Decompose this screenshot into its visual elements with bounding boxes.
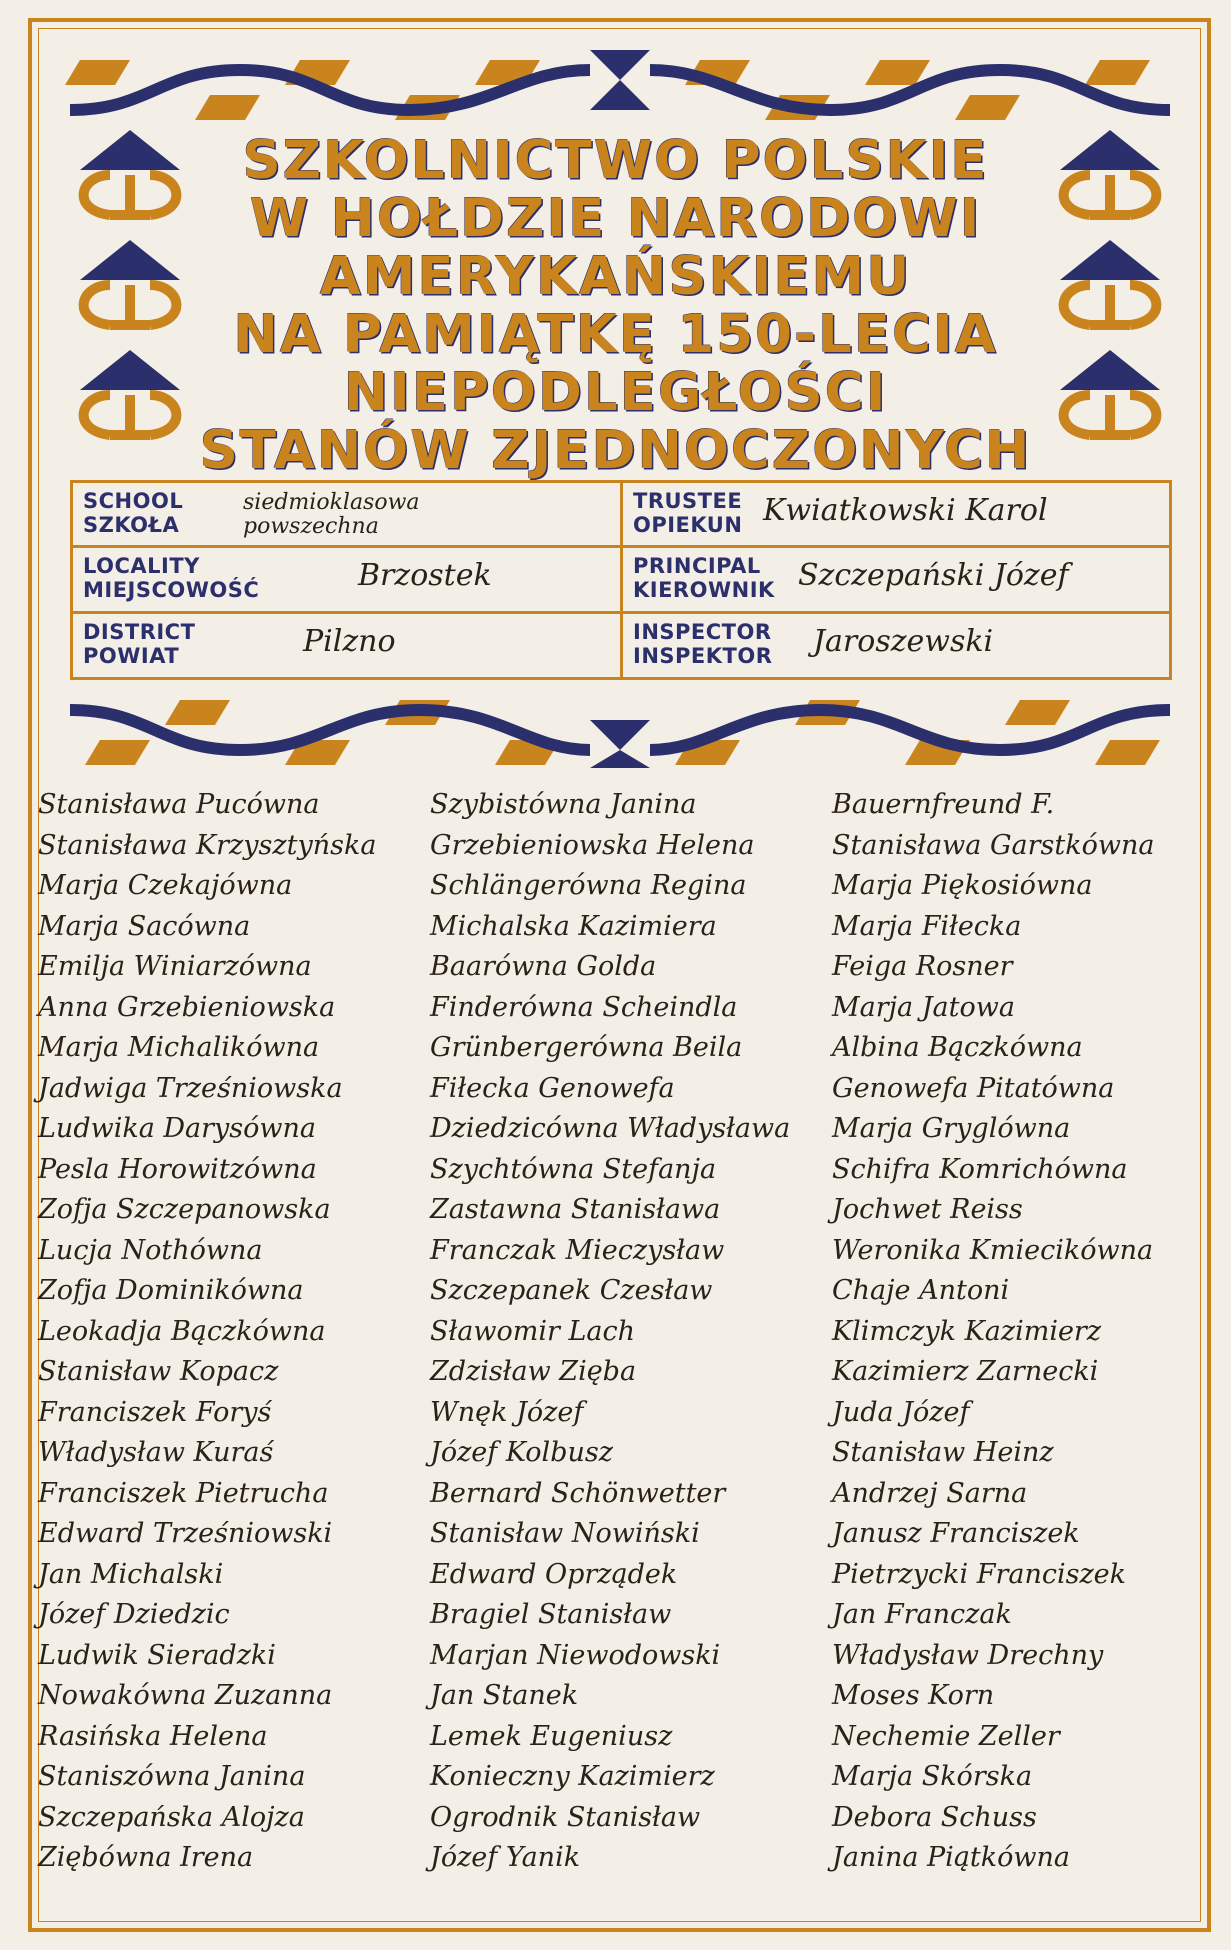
left-side-ornament <box>70 130 210 480</box>
student-name: Weronika Kmiecikówna <box>832 1234 1154 1266</box>
district-label-en: DISTRICT <box>83 620 196 644</box>
student-name: Franczak Mieczysław <box>430 1234 725 1266</box>
student-name: Ziębówna Irena <box>38 1842 254 1873</box>
student-name: Władysław Drechny <box>832 1639 1104 1671</box>
student-name: Stanisława Garstkówna <box>832 829 1155 861</box>
student-name: Klimczyk Kazimierz <box>832 1315 1102 1347</box>
student-name: Jan Franczak <box>832 1599 1012 1630</box>
student-name: Janina Piątkówna <box>832 1842 1070 1873</box>
student-name: Marjan Niewodowski <box>430 1639 721 1671</box>
student-name: Pietrzycki Franciszek <box>832 1558 1127 1590</box>
trustee-value: Kwiatkowski Karol <box>763 493 1048 528</box>
principal-value: Szczepański Józef <box>798 558 1069 593</box>
student-name: Jan Stanek <box>430 1680 579 1711</box>
student-name: Nechemie Zeller <box>832 1720 1060 1752</box>
student-name: Marja Skórska <box>832 1761 1033 1792</box>
student-name: Feiga Rosner <box>832 951 1013 982</box>
names-column-2 <box>430 785 830 1879</box>
student-name: Debora Schuss <box>832 1801 1037 1833</box>
inspector-value: Jaroszewski <box>813 624 994 659</box>
student-name: Staniszówna Janina <box>38 1761 306 1792</box>
locality-value: Brzostek <box>358 558 492 593</box>
student-name: Marja Michalikówna <box>38 1032 320 1063</box>
locality-label-pl: MIEJSCOWOŚĆ <box>83 578 260 602</box>
student-name: Michalska Kazimiera <box>430 910 717 942</box>
student-name: Zdzisław Zięba <box>430 1356 637 1387</box>
student-name: Stanisław Heinz <box>832 1437 1054 1468</box>
bottom-ornament <box>70 690 1170 770</box>
student-name: Leokadja Bączkówna <box>38 1315 326 1347</box>
title-line-3: AMERYKAŃSKIEMU <box>319 246 912 307</box>
inspector-field <box>623 614 1172 676</box>
student-name: Grzebieniowska Helena <box>430 829 755 861</box>
student-name: Janusz Franciszek <box>832 1518 1080 1549</box>
student-name: Szybistówna Janina <box>430 789 697 820</box>
student-name: Juda Józef <box>832 1396 970 1428</box>
student-name: Schifra Komrichówna <box>832 1153 1128 1185</box>
student-name: Rasińska Helena <box>38 1720 268 1752</box>
district-value: Pilzno <box>303 624 396 659</box>
title-line-1: SZKOLNICTWO POLSKIE <box>242 130 989 191</box>
student-name: Ludwik Sieradzki <box>38 1639 276 1671</box>
student-name: Sławomir Lach <box>430 1315 635 1347</box>
names-column-3 <box>832 785 1212 1879</box>
student-name: Bragiel Stanisław <box>430 1599 672 1630</box>
title-line-4: NA PAMIĄTKĘ 150-LECIA <box>233 304 998 365</box>
student-name: Kazimierz Zarnecki <box>832 1356 1099 1387</box>
student-name: Stanisław Kopacz <box>38 1356 279 1387</box>
student-name: Jadwiga Trześniowska <box>38 1072 343 1104</box>
student-name: Zofja Dominikówna <box>38 1275 304 1306</box>
student-name: Szychtówna Stefanja <box>430 1153 717 1185</box>
student-name: Stanisława Pucówna <box>38 789 320 820</box>
district-field <box>73 614 620 676</box>
student-name: Lemek Eugeniusz <box>430 1720 673 1752</box>
student-name: Marja Sacówna <box>38 910 251 942</box>
school-info-table <box>70 480 1172 680</box>
student-name: Marja Jatowa <box>832 991 1015 1023</box>
trustee-label-en: TRUSTEE <box>633 489 743 513</box>
student-name: Edward Trześniowski <box>38 1518 333 1549</box>
student-name: Szczepańska Alojza <box>38 1801 305 1833</box>
district-label-pl: POWIAT <box>83 644 180 668</box>
certificate-title <box>190 132 1041 480</box>
student-name: Fiłecka Genowefa <box>430 1072 675 1104</box>
student-name: Marja Piękosiówna <box>832 870 1093 901</box>
school-field <box>73 483 620 545</box>
title-line-2: W HOŁDZIE NARODOWI <box>249 188 982 249</box>
student-name: Konieczny Kazimierz <box>430 1761 715 1792</box>
top-ornament <box>70 40 1170 130</box>
trustee-field <box>623 483 1172 545</box>
student-name: Dziedzicówna Władysława <box>430 1113 791 1144</box>
locality-field <box>73 548 620 610</box>
student-name: Marja Czekajówna <box>38 870 293 901</box>
school-value: siedmioklasowa powszechna <box>243 490 420 539</box>
principal-label-en: PRINCIPAL <box>633 554 761 578</box>
student-name: Bernard Schönwetter <box>430 1477 726 1509</box>
student-name: Ludwika Darysówna <box>38 1113 317 1144</box>
student-name: Nowakówna Zuzanna <box>38 1680 333 1711</box>
title-line-5: NIEPODLEGŁOŚCI <box>343 362 888 423</box>
student-name: Szczepanek Czesław <box>430 1275 713 1306</box>
student-name: Franciszek Foryś <box>38 1396 272 1428</box>
inspector-label-pl: INSPEKTOR <box>633 644 773 668</box>
student-name: Schlängerówna Regina <box>430 870 747 901</box>
student-name: Anna Grzebieniowska <box>38 991 336 1023</box>
student-name: Stanisława Krzysztyńska <box>38 829 377 861</box>
student-name: Zofja Szczepanowska <box>38 1194 331 1225</box>
student-name: Ogrodnik Stanisław <box>430 1801 701 1833</box>
student-name: Jan Michalski <box>38 1558 224 1590</box>
student-name: Emilja Winiarzówna <box>38 951 312 982</box>
student-name: Lucja Nothówna <box>38 1234 263 1266</box>
title-line-6: STANÓW ZJEDNOCZONYCH <box>199 420 1032 481</box>
student-name: Pesla Horowitzówna <box>38 1153 317 1185</box>
names-column-1 <box>38 785 428 1879</box>
student-name: Genowefa Pitatówna <box>832 1072 1115 1104</box>
student-name: Wnęk Józef <box>430 1396 584 1428</box>
student-name: Franciszek Pietrucha <box>38 1477 329 1509</box>
student-name: Władysław Kuraś <box>38 1437 274 1468</box>
student-name: Bauernfreund F. <box>832 789 1055 820</box>
student-name: Marja Fiłecka <box>832 910 1022 942</box>
school-label-en: SCHOOL <box>83 489 184 513</box>
student-name: Edward Oprządek <box>430 1558 678 1590</box>
locality-label-en: LOCALITY <box>83 554 200 578</box>
student-name: Zastawna Stanisława <box>430 1194 721 1225</box>
student-name: Andrzej Sarna <box>832 1477 1028 1509</box>
right-side-ornament <box>1040 130 1180 480</box>
student-name: Baarówna Golda <box>430 951 657 982</box>
student-name: Marja Gryglówna <box>832 1113 1071 1144</box>
student-name: Albina Bączkówna <box>832 1032 1083 1063</box>
student-name: Józef Kolbusz <box>430 1437 613 1468</box>
student-name: Stanisław Nowiński <box>430 1518 700 1549</box>
student-name: Moses Korn <box>832 1680 995 1711</box>
student-name: Finderówna Scheindla <box>430 991 738 1023</box>
principal-field <box>623 548 1172 610</box>
student-name: Grünbergerówna Beila <box>430 1032 743 1063</box>
school-label-pl: SZKOŁA <box>83 513 180 537</box>
student-name: Chaje Antoni <box>832 1275 1010 1306</box>
inspector-label-en: INSPECTOR <box>633 620 772 644</box>
student-name: Jochwet Reiss <box>832 1194 1023 1225</box>
principal-label-pl: KIEROWNIK <box>633 578 775 602</box>
student-name: Józef Yanik <box>430 1842 581 1873</box>
student-name: Józef Dziedzic <box>38 1599 230 1630</box>
trustee-label-pl: OPIEKUN <box>633 513 743 537</box>
